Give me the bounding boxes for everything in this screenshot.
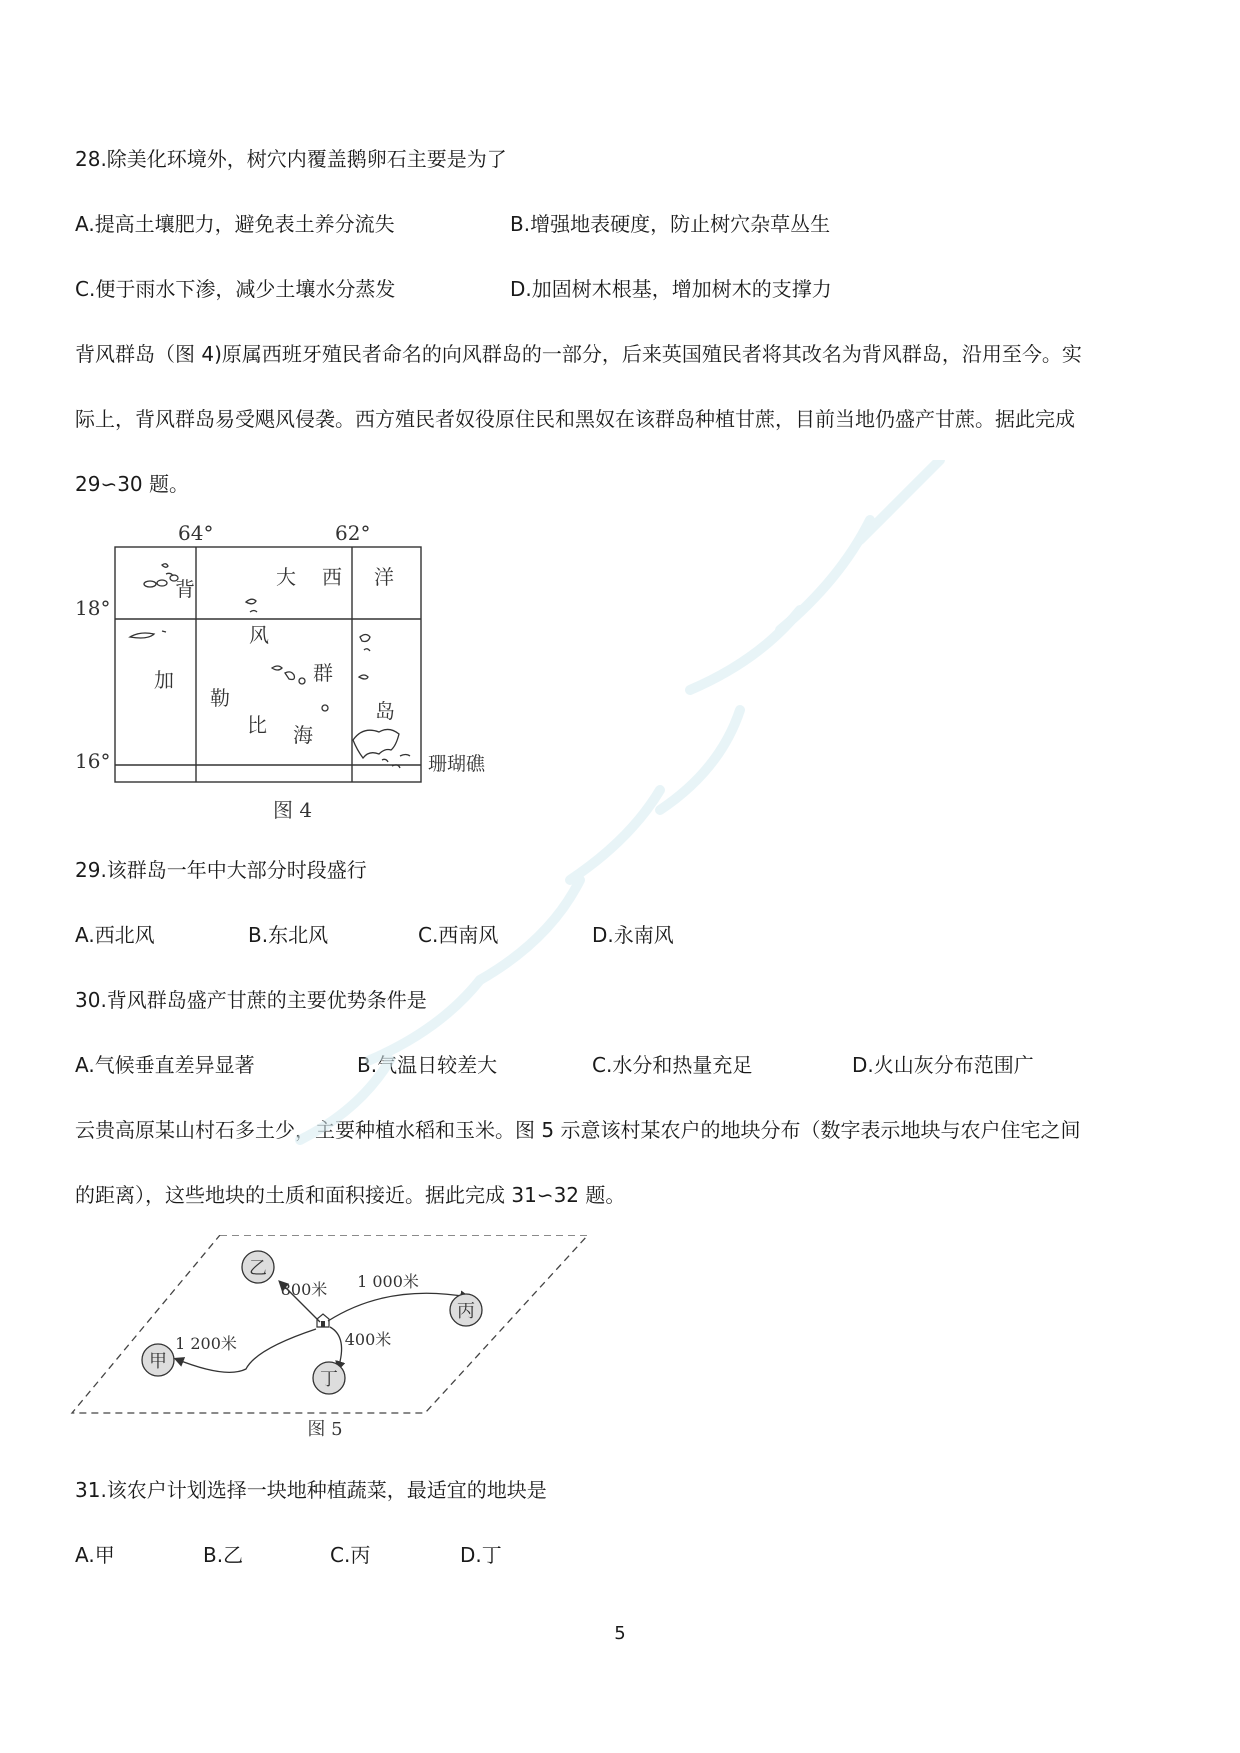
q31-option-b: B.乙 — [203, 1543, 244, 1567]
q28-option-c: C.便于雨水下渗，减少土壤水分蒸发 — [75, 277, 396, 301]
passage2-line2: 的距离），这些地块的土质和面积接近。据此完成 31∽32 题。 — [75, 1183, 626, 1207]
figure4-caption: 图 4 — [273, 798, 313, 822]
figure4-map — [70, 520, 550, 840]
sea-char-3: 比 — [247, 713, 267, 737]
sea-char-4: 海 — [293, 723, 313, 747]
distance-yi: 800米 — [280, 1280, 328, 1299]
q31-stem: 31.该农户计划选择一块地种植蔬菜，最适宜的地块是 — [75, 1478, 547, 1502]
figure5-diagram — [70, 1235, 610, 1450]
plot-jia-label: 甲 — [149, 1351, 167, 1372]
distance-bing: 1 000米 — [357, 1272, 419, 1291]
sea-char-2: 勒 — [210, 686, 230, 710]
q29-option-d: D.永南风 — [592, 923, 674, 947]
lon-64-label: 64° — [178, 521, 214, 545]
passage2-line1: 云贵高原某山村石多土少，主要种植水稻和玉米。图 5 示意该村某农户的地块分布（数字表示地块与农户住宅之间 — [75, 1118, 1081, 1142]
q30-stem: 30.背风群岛盛产甘蔗的主要优势条件是 — [75, 988, 427, 1012]
path-to-bing — [328, 1293, 468, 1321]
ocean-char-1: 大 — [276, 565, 296, 589]
q31-option-a: A.甲 — [75, 1543, 115, 1567]
q30-option-a: A.气候垂直差异显著 — [75, 1053, 255, 1077]
lat-16-label: 16° — [75, 749, 111, 773]
passage1-line2: 际上，背风群岛易受飓风侵袭。西方殖民者奴役原住民和黑奴在该群岛种植甘蔗，目前当地仍盛产甘蔗。据此完成 — [75, 407, 1075, 431]
q29-option-b: B.东北风 — [248, 923, 329, 947]
islands-char-2: 风 — [249, 623, 269, 647]
plot-ding-label: 丁 — [320, 1369, 338, 1390]
figure5-caption: 图 5 — [307, 1419, 343, 1440]
page-number: 5 — [614, 1623, 626, 1644]
ocean-char-2: 西 — [322, 565, 342, 589]
q30-option-c: C.水分和热量充足 — [592, 1053, 753, 1077]
passage1-line3: 29∽30 题。 — [75, 472, 190, 496]
q29-stem: 29.该群岛一年中大部分时段盛行 — [75, 858, 367, 882]
islands-char-3: 群 — [313, 661, 333, 685]
coral-reef-label: 珊瑚礁 — [428, 753, 486, 775]
q28-option-d: D.加固树木根基，增加树木的支撑力 — [510, 277, 832, 301]
q30-option-b: B.气温日较差大 — [357, 1053, 498, 1077]
distance-ding: 400米 — [344, 1330, 392, 1349]
q29-option-c: C.西南风 — [418, 923, 499, 947]
distance-jia: 1 200米 — [175, 1334, 237, 1353]
plot-yi-label: 乙 — [249, 1258, 267, 1279]
island-shapes — [130, 564, 410, 768]
plot-bing-label: 丙 — [457, 1301, 475, 1322]
q31-option-c: C.丙 — [330, 1543, 371, 1567]
q30-option-d: D.火山灰分布范围广 — [852, 1053, 1034, 1077]
islands-char-4: 岛 — [375, 699, 395, 723]
passage1-line1: 背风群岛（图 4)原属西班牙殖民者命名的向风群岛的一部分，后来英国殖民者将其改名为背风群岛，沿用至今。实 — [75, 342, 1082, 366]
sea-char-1: 加 — [154, 668, 174, 692]
lon-62-label: 62° — [335, 521, 371, 545]
q28-option-b: B.增强地表硬度，防止树穴杂草丛生 — [510, 212, 831, 236]
islands-char-1: 背 — [175, 577, 195, 601]
ocean-char-3: 洋 — [374, 565, 394, 589]
q31-option-d: D.丁 — [460, 1543, 502, 1567]
q29-option-a: A.西北风 — [75, 923, 155, 947]
q28-stem: 28.除美化环境外，树穴内覆盖鹅卵石主要是为了 — [75, 147, 507, 171]
q28-option-a: A.提高土壤肥力，避免表土养分流失 — [75, 212, 395, 236]
lat-18-label: 18° — [75, 596, 111, 620]
